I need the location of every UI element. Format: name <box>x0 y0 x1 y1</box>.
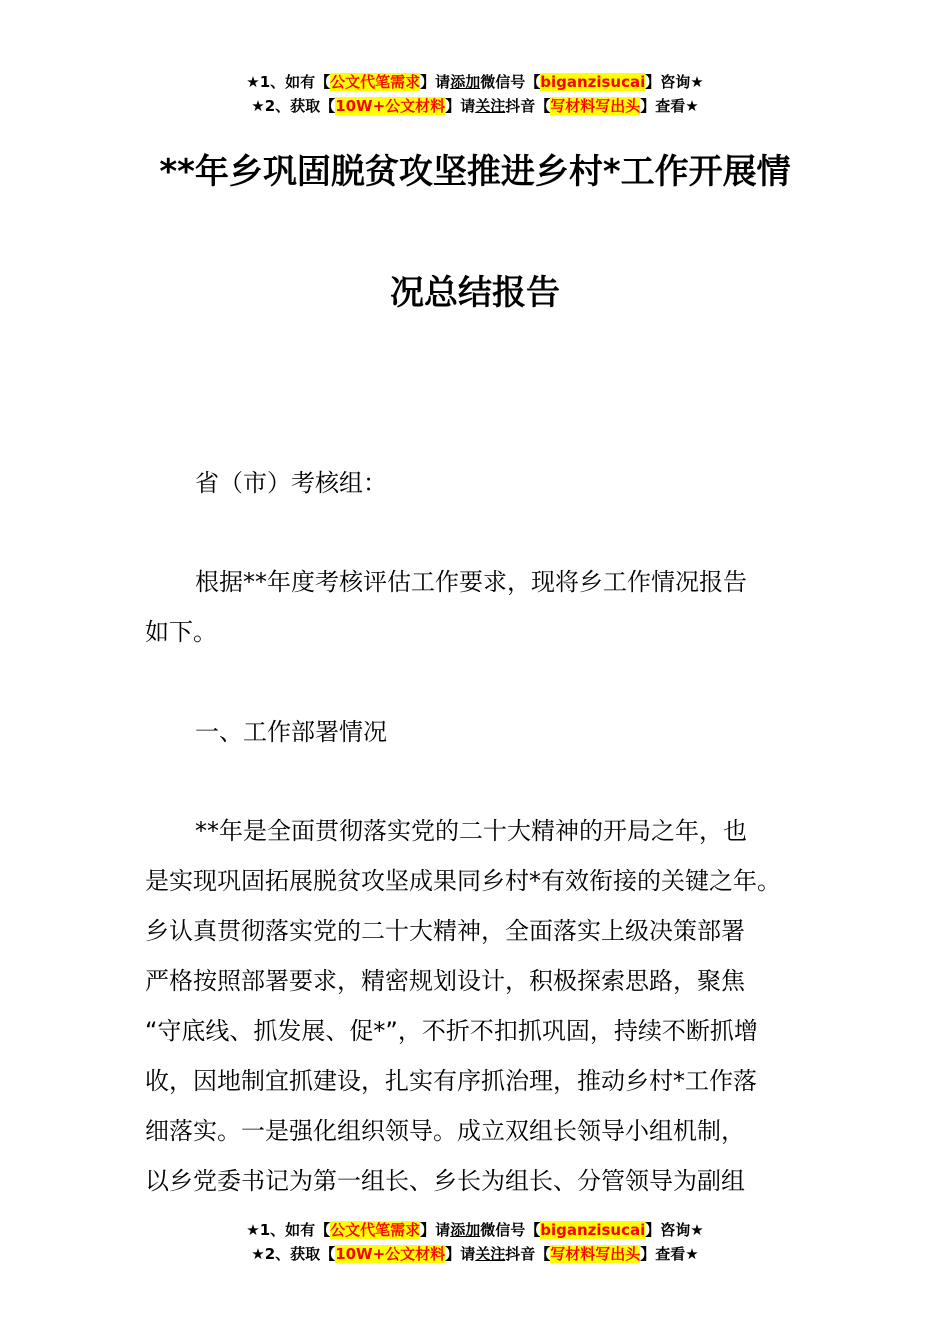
promo-highlight: 写材料写出头 <box>550 97 641 115</box>
salutation: 省（市）考核组： <box>195 469 387 497</box>
paragraph-line: **年是全面贯彻落实党的二十大精神的开局之年，也 <box>195 817 747 845</box>
promo-line-1 <box>0 1218 950 1242</box>
section-heading: 一、工作部署情况 <box>195 718 387 746</box>
promo-banner-bottom <box>0 1218 950 1266</box>
promo-text: 】请 <box>445 1245 476 1263</box>
promo-text: ★2、获取【 <box>251 97 336 115</box>
intro-paragraph <box>145 557 815 657</box>
paragraph-line: 收，因地制宜抓建设，扎实有序抓治理，推动乡村*工作落 <box>145 1067 757 1095</box>
promo-text: 抖音【 <box>505 1245 551 1263</box>
paragraph-line: “守底线、抓发展、促*”，不折不扣抓巩固，持续不断抓增 <box>145 1017 758 1045</box>
promo-text: 】查看★ <box>640 97 699 115</box>
promo-text: 】请 <box>445 97 476 115</box>
paragraph-line: 如下。 <box>145 618 217 646</box>
promo-text: 抖音【 <box>505 97 551 115</box>
paragraph-line: 根据**年度考核评估工作要求，现将乡工作情况报告 <box>195 568 747 596</box>
promo-text: 微信号【 <box>480 1221 541 1239</box>
promo-text: 】查看★ <box>640 1245 699 1263</box>
promo-highlight: 公文代笔需求 <box>330 1221 421 1239</box>
promo-highlight: 写材料写出头 <box>550 1245 641 1263</box>
document-title-line-2: 况总结报告 <box>390 273 560 313</box>
promo-text: 微信号【 <box>480 73 541 91</box>
promo-highlight: biganzisucai <box>540 73 646 91</box>
promo-text: ★1、如有【 <box>246 73 331 91</box>
promo-banner-top <box>0 70 950 118</box>
paragraph-line: 是实现巩固拓展脱贫攻坚成果同乡村*有效衔接的关键之年。 <box>145 867 781 895</box>
promo-line-2 <box>0 1242 950 1266</box>
promo-underline: 添加 <box>450 1221 481 1239</box>
paragraph-line: 严格按照部署要求，精密规划设计，积极探索思路，聚焦 <box>145 967 745 995</box>
promo-line-1 <box>0 70 950 94</box>
document-title-line-1: **年乡巩固脱贫攻坚推进乡村*工作开展情 <box>159 152 791 192</box>
promo-underline: 关注 <box>475 97 506 115</box>
paragraph-line: 以乡党委书记为第一组长、乡长为组长、分管领导为副组 <box>145 1167 745 1195</box>
promo-underline: 添加 <box>450 73 481 91</box>
promo-text: 】咨询★ <box>645 1221 704 1239</box>
promo-text: 】请 <box>420 1221 451 1239</box>
promo-text: 】咨询★ <box>645 73 704 91</box>
paragraph-line: 乡认真贯彻落实党的二十大精神，全面落实上级决策部署 <box>145 917 745 945</box>
promo-highlight: 10W+公文材料 <box>335 97 446 115</box>
section-body-paragraph <box>145 806 815 1206</box>
promo-highlight: biganzisucai <box>540 1221 646 1239</box>
promo-text: 】请 <box>420 73 451 91</box>
promo-highlight: 10W+公文材料 <box>335 1245 446 1263</box>
promo-underline: 关注 <box>475 1245 506 1263</box>
promo-text: ★1、如有【 <box>246 1221 331 1239</box>
promo-line-2 <box>0 94 950 118</box>
promo-text: ★2、获取【 <box>251 1245 336 1263</box>
paragraph-line: 细落实。一是强化组织领导。成立双组长领导小组机制， <box>145 1117 745 1145</box>
promo-highlight: 公文代笔需求 <box>330 73 421 91</box>
